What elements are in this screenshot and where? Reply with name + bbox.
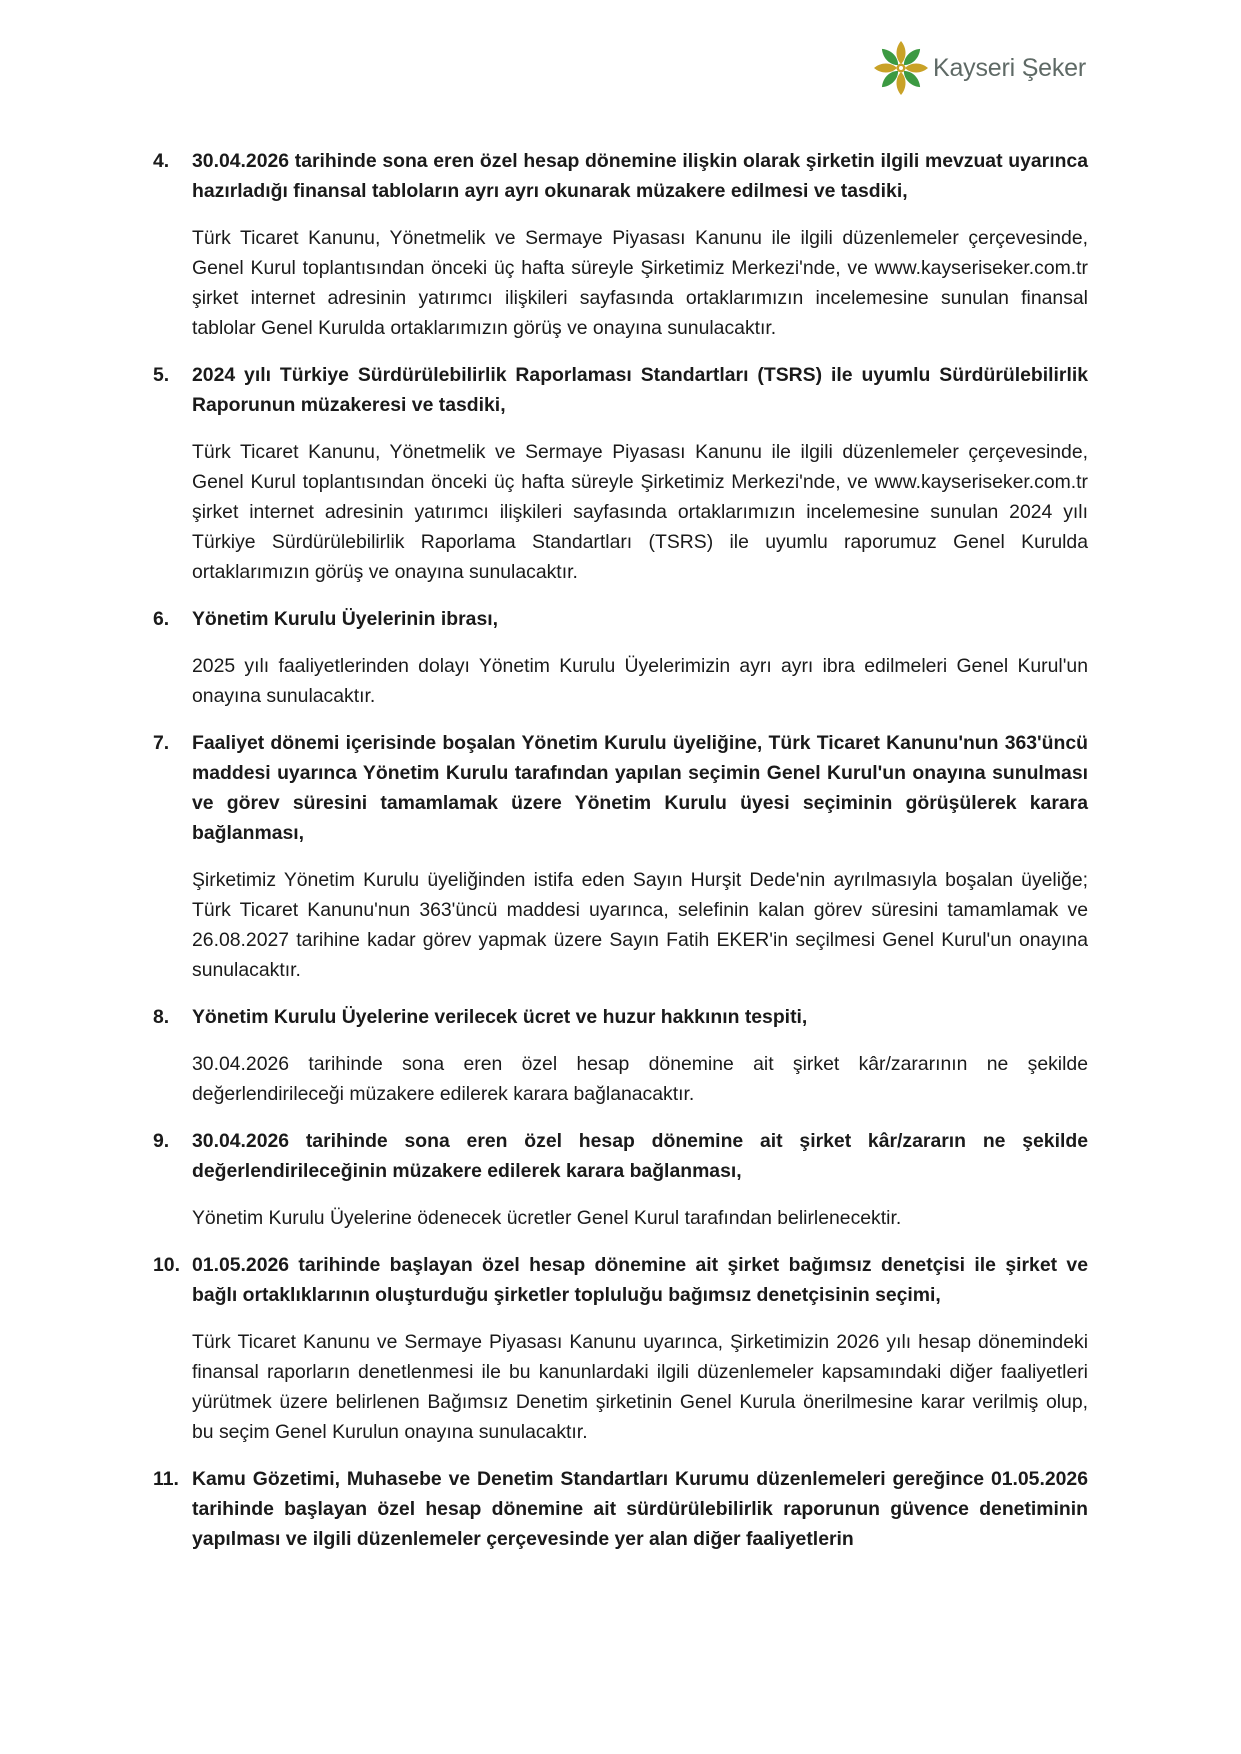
agenda-item — [153, 1250, 1088, 1447]
agenda-item-number: 10. — [153, 1254, 180, 1276]
agenda-item-title: Faaliyet dönemi içerisinde boşalan Yönetim Kurulu üyeliğine, Türk Ticaret Kanunu'nun 363'üncü maddesi uyarınca Yönetim Kurulu tarafından yapılan seçimin Genel Kurul'un onayına sunulması ve görev süresini tamamlamak üzere Yönetim Kurulu üyesi seçiminin görüşülerek karara bağlanması, — [192, 732, 1088, 844]
agenda-item-number: 9. — [153, 1130, 170, 1152]
agenda-item-number: 5. — [153, 364, 170, 386]
agenda-item-heading — [153, 1126, 1088, 1186]
agenda-item-body: Türk Ticaret Kanunu, Yönetmelik ve Sermaye Piyasası Kanunu ile ilgili düzenlemeler çerçevesinde, Genel Kurul toplantısından önceki üç hafta süreyle Şirketimiz Merkezi'nde, ve www.kayseriseker.com.tr şirket internet adresinin yatırımcı ilişkileri sayfasında ortaklarımızın incelemesine sunulan 2024 yılı Türkiye Sürdürülebilirlik Raporlama Standartları (TSRS) ile uyumlu raporumuz Genel Kurulda ortaklarımızın görüş ve onayına sunulacaktır. — [192, 441, 1088, 583]
agenda-item-title: Yönetim Kurulu Üyelerine verilecek ücret ve huzur hakkının tespiti, — [192, 1006, 808, 1028]
agenda-item-title: 30.04.2026 tarihinde sona eren özel hesap dönemine ait şirket kâr/zararın ne şekilde değerlendirileceğinin müzakere edilerek karara bağlanması, — [192, 1130, 1088, 1182]
agenda-item — [153, 1002, 1088, 1109]
agenda-item-heading — [153, 1464, 1088, 1554]
agenda-item — [153, 146, 1088, 343]
agenda-item-heading — [153, 1250, 1088, 1310]
logo-text: Kayseri Şeker — [933, 53, 1087, 82]
agenda-item — [153, 728, 1088, 985]
agenda-item-heading — [153, 728, 1088, 848]
agenda-item — [153, 1464, 1088, 1554]
agenda-item-title: 2024 yılı Türkiye Sürdürülebilirlik Raporlaması Standartları (TSRS) ile uyumlu Sürdürülebilirlik Raporunun müzakeresi ve tasdiki, — [192, 364, 1088, 416]
agenda-item-body: Türk Ticaret Kanunu, Yönetmelik ve Sermaye Piyasası Kanunu ile ilgili düzenlemeler çerçevesinde, Genel Kurul toplantısından önceki üç hafta süreyle Şirketimiz Merkezi'nde, ve www.kayseriseker.com.tr şirket internet adresinin yatırımcı ilişkileri sayfasında ortaklarımızın incelemesine sunulan finansal tablolar Genel Kurulda ortaklarımızın görüş ve onayına sunulacaktır. — [192, 227, 1088, 339]
agenda-item-title: Kamu Gözetimi, Muhasebe ve Denetim Standartları Kurumu düzenlemeleri gereğince 01.05.2026 tarihinde başlayan özel hesap dönemine ait sürdürülebilirlik raporunun güvence denetiminin yapılması ve ilgili düzenlemeler çerçevesinde yer alan diğer faaliyetlerin — [192, 1468, 1088, 1550]
agenda-item-number: 11. — [153, 1468, 179, 1490]
agenda-item-heading — [153, 1002, 1088, 1032]
flower-logo-icon — [873, 40, 929, 96]
agenda-item-number: 7. — [153, 732, 170, 754]
agenda-item-body: Türk Ticaret Kanunu ve Sermaye Piyasası Kanunu uyarınca, Şirketimizin 2026 yılı hesap dönemindeki finansal raporların denetlenmesi ile bu kanunlardaki ilgili düzenlemeler kapsamındaki diğer faaliyetleri yürütmek üzere belirlenen Bağımsız Denetim şirketinin Genel Kurula önerilmesine karar verilmiş olup, bu seçim Genel Kurulun onayına sunulacaktır. — [192, 1331, 1088, 1443]
agenda-item — [153, 360, 1088, 587]
agenda-item-body: 30.04.2026 tarihinde sona eren özel hesap dönemine ait şirket kâr/zararının ne şekilde değerlendirileceği müzakere edilerek karara bağlanacaktır. — [192, 1053, 1088, 1105]
agenda-item-heading — [153, 604, 1088, 634]
agenda-item — [153, 604, 1088, 711]
agenda-item-title: 01.05.2026 tarihinde başlayan özel hesap dönemine ait şirket bağımsız denetçisi ile şirket ve bağlı ortaklıklarının oluşturduğu şirketler topluluğu bağımsız denetçisinin seçimi, — [192, 1254, 1088, 1306]
agenda-list — [153, 146, 1088, 1554]
agenda-item-body: 2025 yılı faaliyetlerinden dolayı Yönetim Kurulu Üyelerimizin ayrı ayrı ibra edilmeleri Genel Kurul'un onayına sunulacaktır. — [192, 655, 1088, 707]
company-logo — [873, 40, 1086, 96]
agenda-item-number: 4. — [153, 150, 170, 172]
agenda-item-title: Yönetim Kurulu Üyelerinin ibrası, — [192, 608, 498, 630]
agenda-item-number: 8. — [153, 1006, 170, 1028]
agenda-item-heading — [153, 360, 1088, 420]
agenda-item-title: 30.04.2026 tarihinde sona eren özel hesap dönemine ilişkin olarak şirketin ilgili mevzuat uyarınca hazırladığı finansal tabloların ayrı ayrı okunarak müzakere edilmesi ve tasdiki, — [192, 150, 1088, 202]
agenda-item — [153, 1126, 1088, 1233]
agenda-item-number: 6. — [153, 608, 170, 630]
agenda-item-heading — [153, 146, 1088, 206]
agenda-item-body: Yönetim Kurulu Üyelerine ödenecek ücretler Genel Kurul tarafından belirlenecektir. — [192, 1207, 902, 1229]
agenda-item-body: Şirketimiz Yönetim Kurulu üyeliğinden istifa eden Sayın Hurşit Dede'nin ayrılmasıyla boşalan üyeliğe; Türk Ticaret Kanunu'nun 363'üncü maddesi uyarınca, selefinin kalan görev süresini tamamlamak ve 26.08.2027 tarihine kadar görev yapmak üzere Sayın Fatih EKER'in seçilmesi Genel Kurul'un onayına sunulacaktır. — [192, 869, 1088, 981]
